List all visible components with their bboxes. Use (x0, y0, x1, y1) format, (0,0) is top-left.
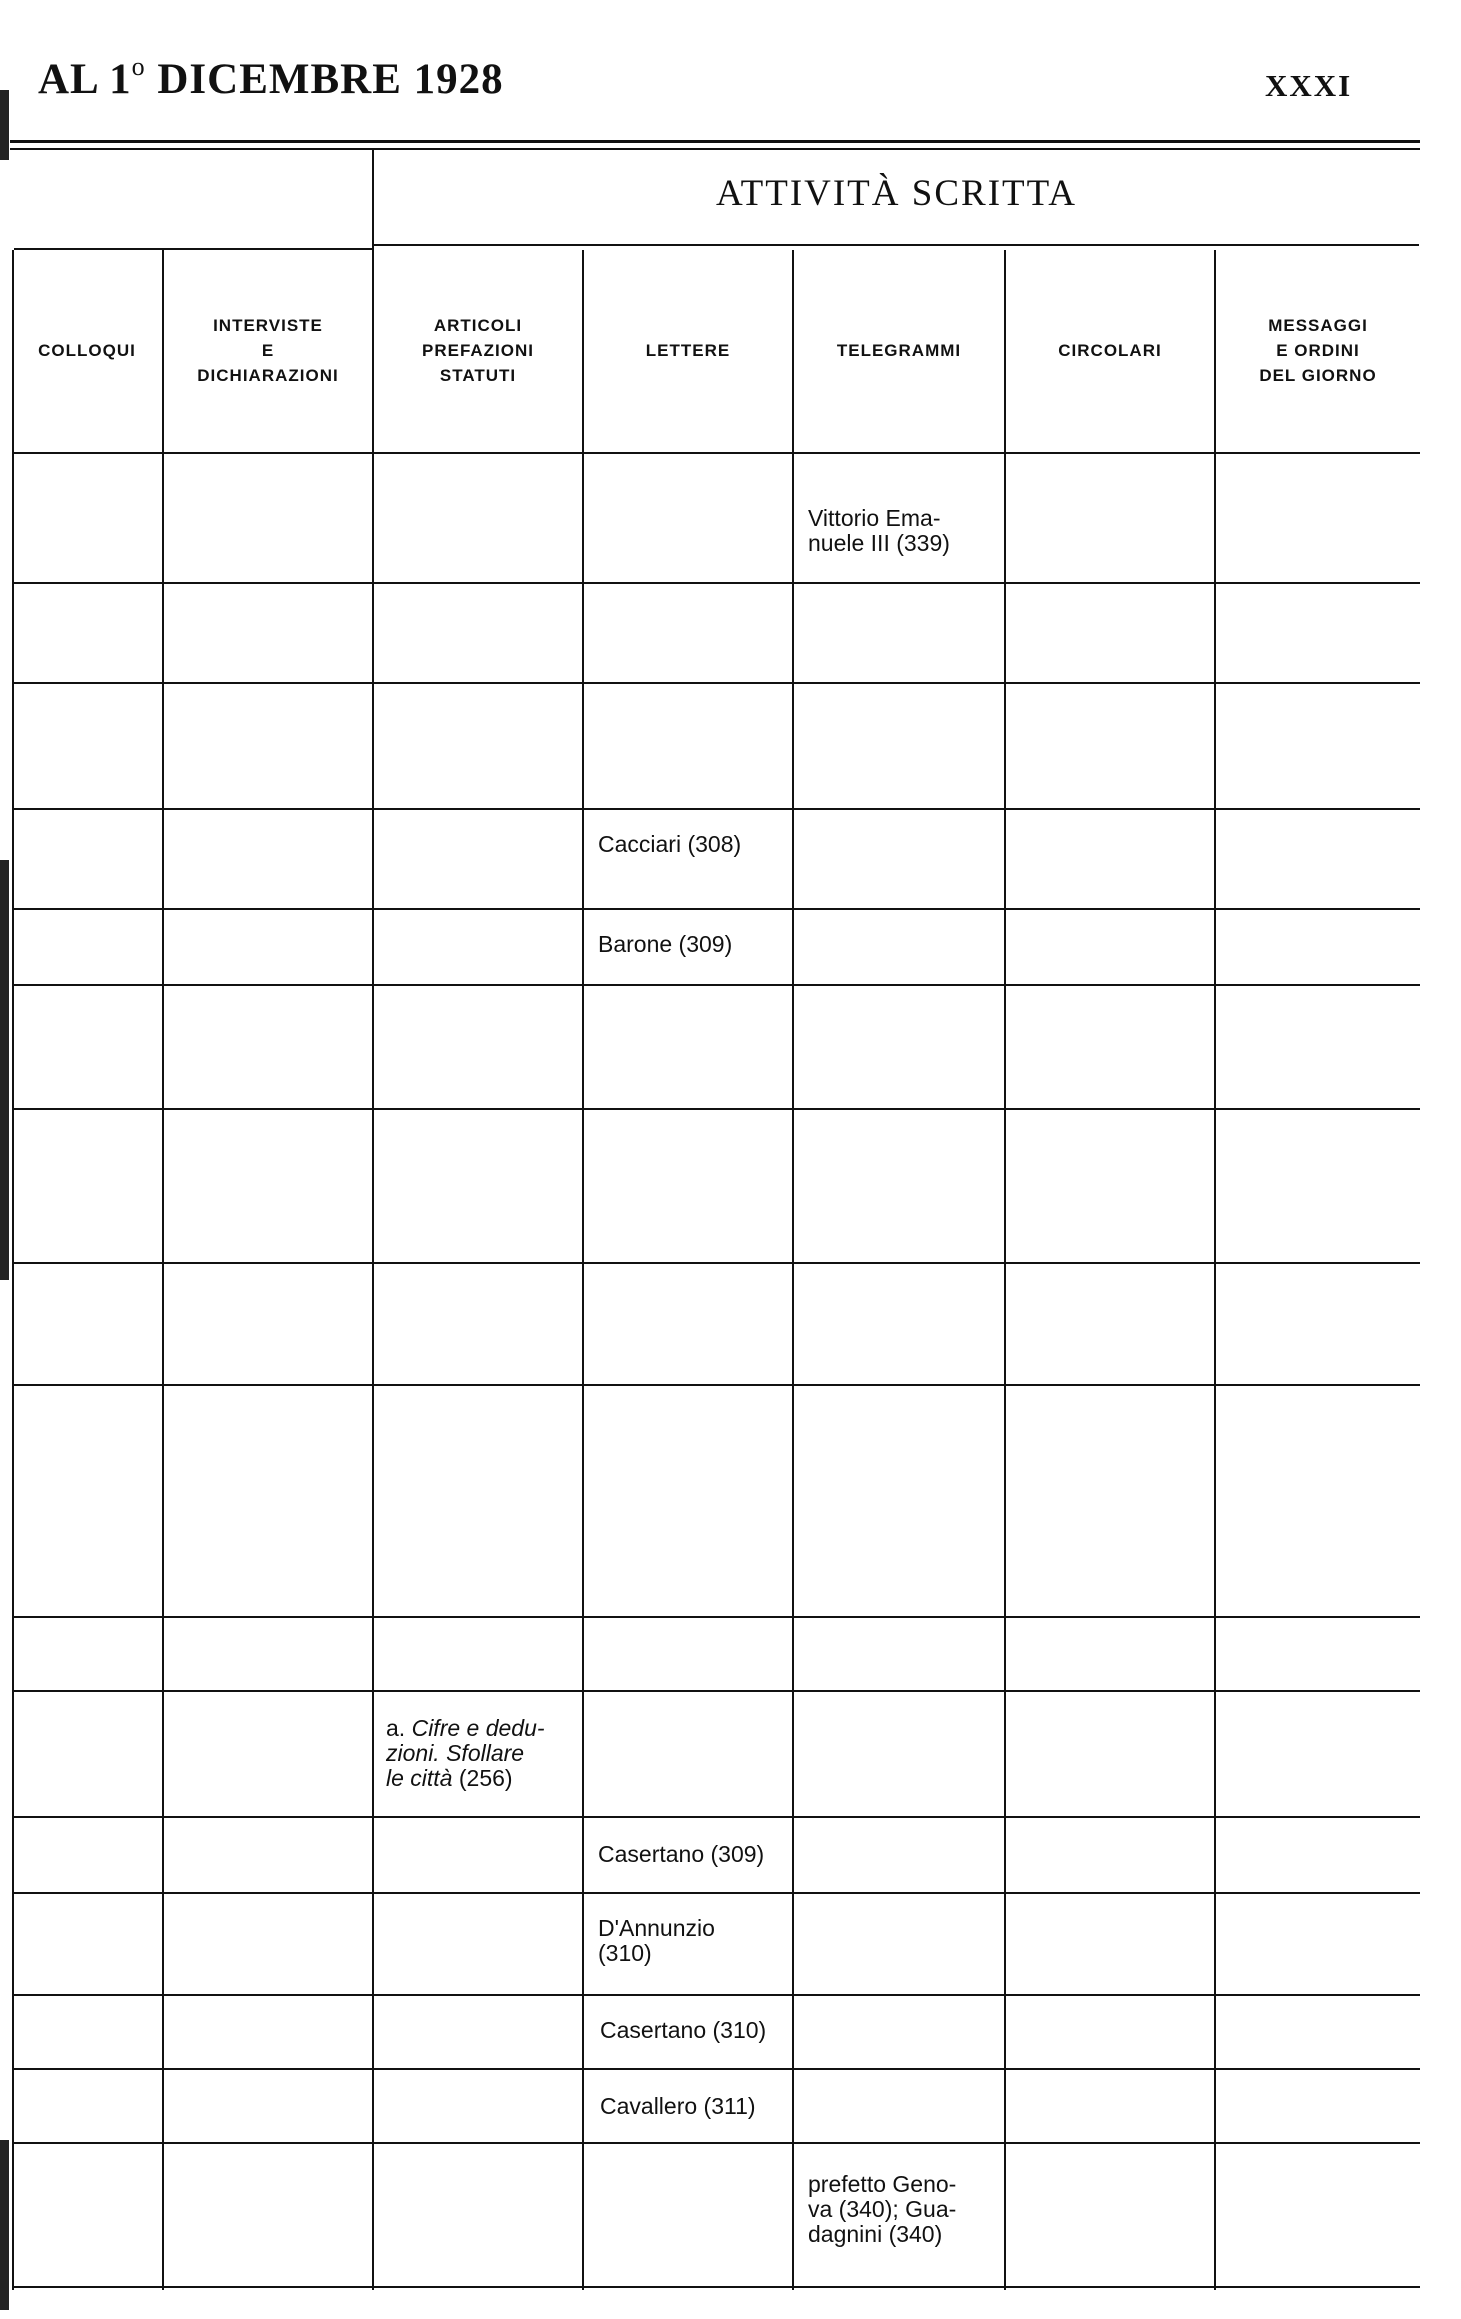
header-rule-bottom (10, 148, 1420, 150)
scan-edge-top (0, 90, 9, 160)
column-rule (1004, 250, 1006, 2290)
page-number: XXXI (1265, 68, 1353, 103)
letter-entry: Casertano (310) (600, 2017, 767, 2043)
row-rule (12, 1262, 1420, 1264)
telegram-entry: Vittorio Ema- nuele III (339) (808, 505, 950, 556)
column-rule (792, 250, 794, 2290)
letter-entry: Cavallero (311) (600, 2093, 756, 2119)
row-rule (12, 452, 1420, 454)
group-title-rule (374, 244, 1419, 246)
header-rule-top (10, 140, 1420, 143)
telegram-entry: prefetto Geno- va (340); Gua- dagnini (340) (808, 2171, 957, 2247)
column-rule (1214, 250, 1216, 2290)
letter-entry: D'Annunzio (310) (598, 1915, 715, 1966)
row-rule (12, 1892, 1420, 1894)
column-rule (162, 250, 164, 2290)
row-rule (12, 2286, 1420, 2288)
row-rule (12, 1108, 1420, 1110)
row-rule (12, 682, 1420, 684)
colhead-lettere: LETTERE (645, 340, 731, 360)
row-rule (12, 582, 1420, 584)
row-rule (12, 2068, 1420, 2070)
colhead-messaggi: MESSAGGI E ORDINI DEL GIORNO (1259, 315, 1377, 385)
row-rule (12, 908, 1420, 910)
column-rule (372, 250, 374, 2290)
row-rule (12, 1690, 1420, 1692)
row-rule (12, 1816, 1420, 1818)
column-rule (582, 250, 584, 2290)
letter-entry: Casertano (309) (598, 1841, 765, 1867)
colhead-colloqui: COLLOQUI (38, 340, 136, 360)
row-rule (12, 984, 1420, 986)
colhead-articoli: ARTICOLI PREFAZIONI STATUTI (421, 315, 534, 385)
colhead-interviste: INTERVISTE E DICHIARAZIONI (197, 315, 339, 385)
group-title: ATTIVITÀ SCRITTA (716, 173, 1077, 214)
row-rule (12, 1616, 1420, 1618)
row-rule (12, 1994, 1420, 1996)
letter-entry: Barone (309) (598, 931, 733, 957)
letter-entry: Cacciari (308) (598, 831, 742, 857)
colhead-circolari: CIRCOLARI (1058, 340, 1162, 360)
scan-edge-bottom (0, 2140, 9, 2310)
column-rule (12, 250, 14, 2290)
scan-edge-middle (0, 860, 9, 1280)
article-entry: a. Cifre e dedu- zioni. Sfollare le città (256) (386, 1715, 545, 1791)
row-rule (12, 2142, 1420, 2144)
row-rule (12, 1384, 1420, 1386)
row-rule (12, 808, 1420, 810)
running-head-date: AL 1$^o$ DICEMBRE 1928 (38, 52, 504, 103)
colhead-telegrammi: TELEGRAMMI (836, 340, 962, 360)
